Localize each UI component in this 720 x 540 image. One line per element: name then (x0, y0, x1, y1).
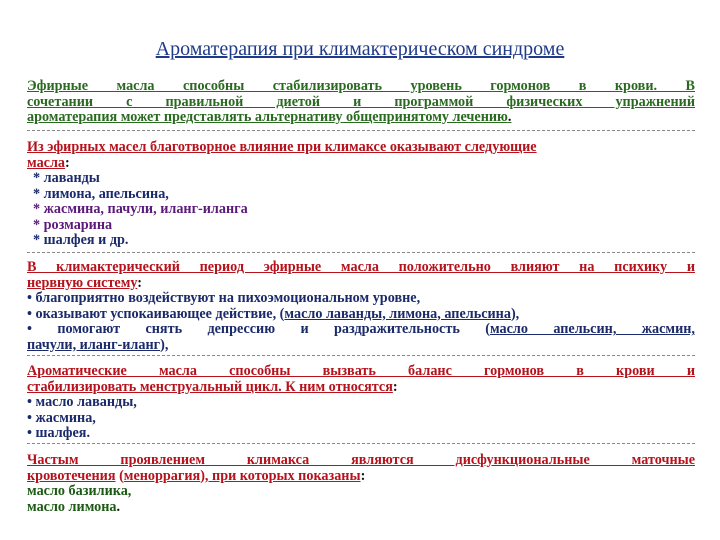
list-item (27, 307, 695, 323)
paragraph-line: Частым проявлением климакса являются дисфункциональные маточные (27, 452, 695, 468)
divider (27, 130, 695, 131)
paragraph-text: ), при которых показаны (200, 467, 361, 484)
list-item: • масло лаванды, (27, 394, 137, 410)
list-item: * лаванды (33, 170, 100, 186)
paragraph-balance (27, 364, 695, 442)
list-item: масло базилика, (27, 483, 132, 499)
paragraph-text: меноррагия (123, 467, 201, 484)
list-item: * шалфея и др. (33, 232, 129, 248)
paragraph-hormones-intro (27, 79, 695, 126)
oil-names: масло апельсин, жасмин, (489, 321, 695, 337)
list-item-text: • помогают снять депрессию и раздражительность ( (27, 321, 490, 337)
paragraph-line (27, 110, 695, 126)
list-item-continuation (27, 338, 695, 354)
list-item: * розмарина (33, 216, 113, 233)
paragraph-bleeding (27, 453, 695, 515)
list-item (27, 322, 695, 338)
period: . (116, 498, 121, 515)
list-item-text: ), (510, 305, 520, 322)
paragraph-oils-list (27, 140, 695, 249)
paragraph-line: сочетании с правильной диетой и программой физических упражнений (27, 93, 695, 110)
paragraph-text: ( (115, 467, 124, 484)
paragraph-line (27, 276, 695, 292)
paragraph-text: масла (27, 154, 66, 171)
oil-names: пачули, иланг-иланг (27, 336, 161, 353)
paragraph-line: Из эфирных масел благотворное влияние при климаксе оказывают следующие (27, 139, 537, 155)
list-item (27, 500, 695, 516)
paragraph-line (27, 380, 695, 396)
colon: : (392, 378, 398, 395)
divider (27, 252, 695, 253)
paragraph-line (27, 469, 695, 485)
list-item: * лимона, апельсина, (33, 185, 169, 202)
list-item: • жасмина, (27, 409, 96, 426)
colon: : (65, 154, 70, 171)
list-item-text: масло лимона (27, 498, 117, 515)
paragraph-line: Ароматические масла способны вызвать баланс гормонов в крови и (27, 363, 695, 379)
list-item-text: • оказывают успокаивающее действие, ( (27, 305, 285, 322)
paragraph-text: нервную систему (27, 274, 138, 291)
colon: : (360, 467, 366, 484)
list-item: • шалфея. (27, 425, 91, 441)
divider (27, 355, 695, 356)
list-item-text: ), (160, 336, 169, 353)
colon: : (137, 274, 143, 291)
paragraph-text: стабилизировать менструальный цикл. К ним относятся (27, 378, 393, 395)
oil-names: масло лаванды, лимона, апельсина (284, 305, 511, 322)
page-title: Ароматерапия при климактерическом синдроме (155, 38, 565, 60)
list-item: * жасмина, пачули, иланг-иланга (33, 201, 248, 217)
paragraph-text: кровотечения (27, 467, 116, 484)
paragraph-psyche (27, 260, 695, 353)
paragraph-line: В климактерический период эфирные масла положительно влияют на психику и (27, 259, 695, 275)
list-item: • благоприятно воздействуют на пихоэмоциональном уровне, (27, 290, 421, 306)
paragraph-line: Эфирные масла способны стабилизировать уровень гормонов в крови. В (27, 78, 695, 94)
period: . (507, 109, 512, 125)
paragraph-text: ароматерапия может представлять альтернативу общепринятому лечению (27, 109, 508, 125)
paragraph-line (27, 156, 695, 172)
divider (27, 443, 695, 444)
